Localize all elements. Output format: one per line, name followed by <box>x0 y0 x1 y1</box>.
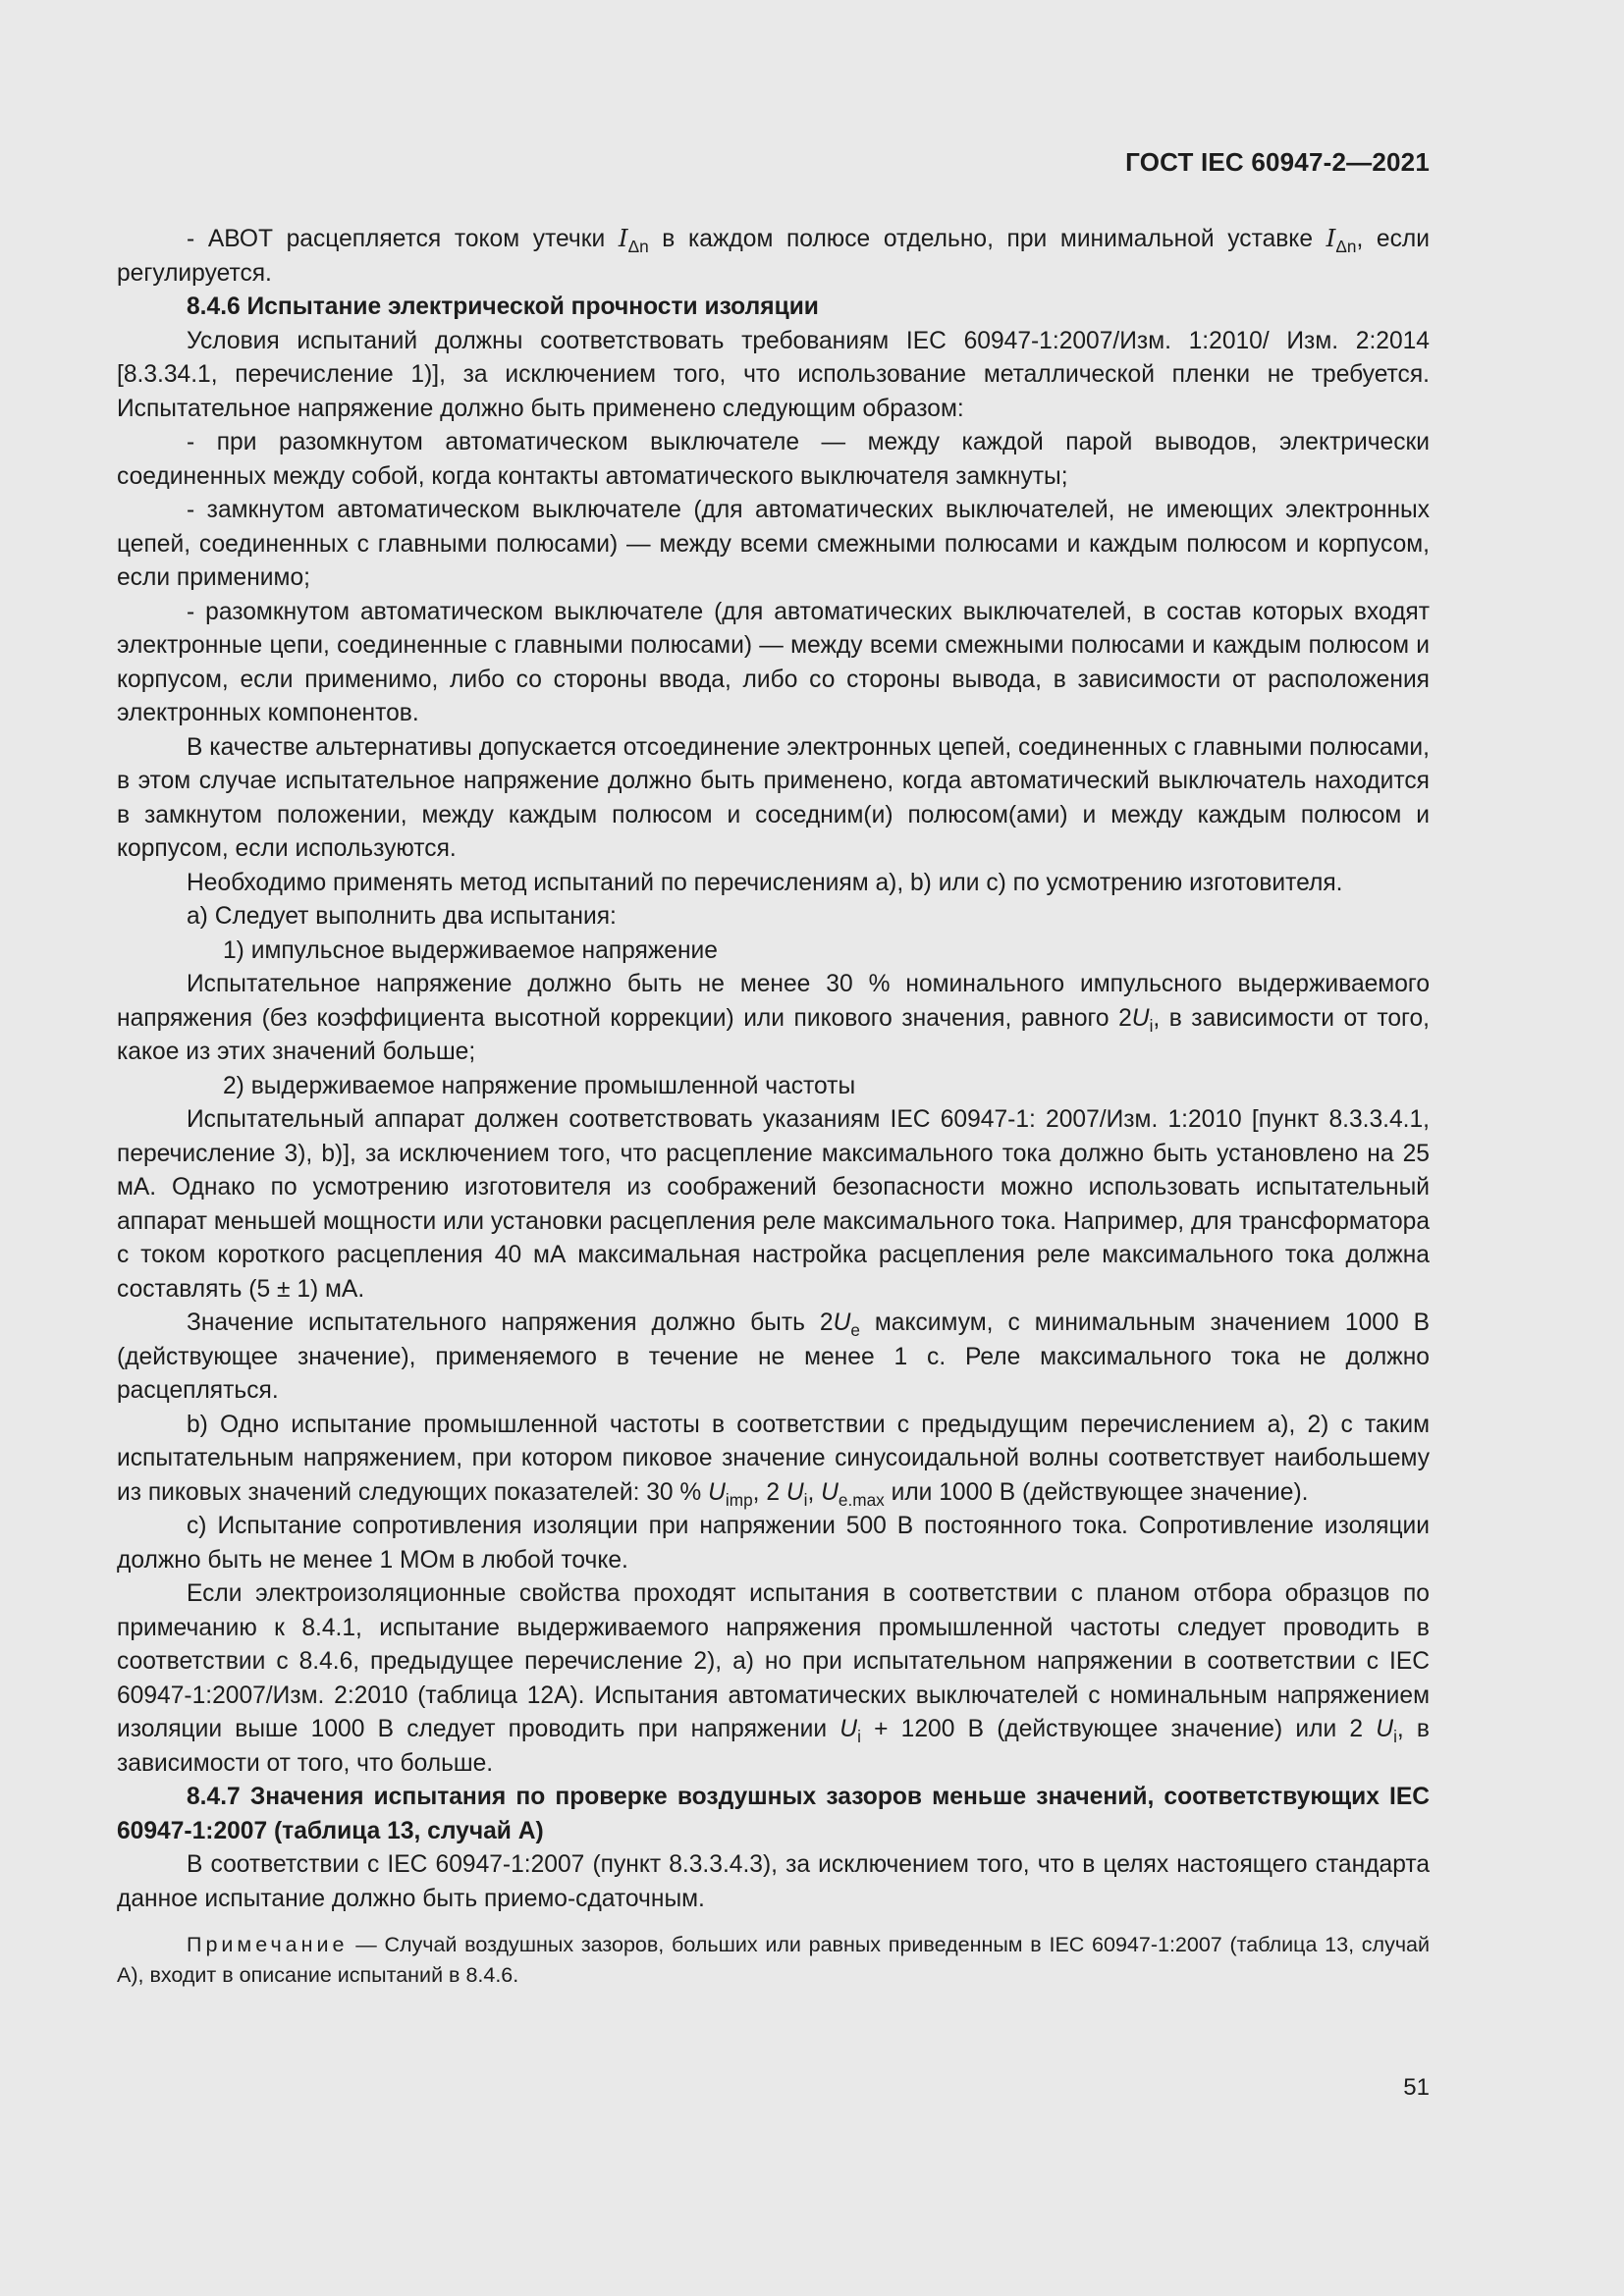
list-item: b) Одно испытание промышленной частоты в соответствии с предыдущим перечислением а), 2) с таким испытательным напряжением, при котором пиковое значение синусоидальной волны соответствует наибольшему из пиковых значений следующих показателей: 30 % $U_{imp}$, 2 $U_i$, $U_{e.max}$ или 1000 В (действующее значение). <box>117 1411 1430 1510</box>
paragraph: В качестве альтернативы допускается отсоединение электронных цепей, соединенных с главными полюсами, в этом случае испытательное напряжение должно быть применено, когда автоматический выключатель находится в замкнутом положении, между каждым полюсом и соседним(и) полюсом(ами) и между каждым полюсом и корпусом, если используются. <box>117 733 1430 862</box>
paragraph: Испытательный аппарат должен соответствовать указаниям IEC 60947-1: 2007/Изм. 1:2010 [пункт 8.3.3.4.1, перечисление 3), b)], за исключением того, что расцепление максимального тока должно быть установлено на 25 мА. Однако по усмотрению изготовителя из соображений безопасности можно использовать испытательный аппарат меньшей мощности или установки расцепления реле максимального тока. Например, для трансформатора с током короткого расцепления 40 мА максимальная настройка расцепления реле максимального тока должна составлять (5 ± 1) мА. <box>117 1106 1430 1303</box>
section-heading-8-4-7: 8.4.7 Значения испытания по проверке воздушных зазоров меньше значений, соответствующих IEC 60947-1:2007 (таблица 13, случай А) <box>117 1784 1430 1844</box>
note: Примечание — Случай воздушных зазоров, больших или равных приведенным в IEC 60947-1:2007 (таблица 13, случай А), входит в описание испытаний в 8.4.6. <box>117 1933 1430 1987</box>
list-item: - разомкнутом автоматическом выключателе (для автоматических выключателей, в состав которых входят электронные цепи, соединенные с главными полюсами) — между всеми смежными полюсами и каждым полюсом и корпусом, если применимо, либо со стороны ввода, либо со стороны вывода, в зависимости от расположения электронных компонентов. <box>117 598 1430 726</box>
paragraph: Условия испытаний должны соответствовать требованиям IEC 60947-1:2007/Изм. 1:2010/ Изм. 2:2014 [8.3.34.1, перечисление 1)], за исключением того, что использование металлической пленки не требуется. Испытательное напряжение должно быть применено следующим образом: <box>117 327 1430 422</box>
list-item: 2) выдерживаемое напряжение промышленной частоты <box>223 1072 856 1099</box>
document-header: ГОСТ IEC 60947-2—2021 <box>1125 147 1430 177</box>
list-item: 1) импульсное выдерживаемое напряжение <box>223 936 718 964</box>
section-heading-8-4-6: 8.4.6 Испытание электрической прочности изоляции <box>187 294 819 320</box>
list-item: - замкнутом автоматическом выключателе (для автоматических выключателей, не имеющих электронных цепей, соединенных с главными полюсами) — между всеми смежными полюсами и каждым полюсом и корпусом, если применимо; <box>117 497 1430 591</box>
list-item: с) Испытание сопротивления изоляции при напряжении 500 В постоянного тока. Сопротивление изоляции должно быть не менее 1 МОм в любой точке. <box>117 1513 1430 1574</box>
symbol-I: I <box>618 224 628 252</box>
list-item: а) Следует выполнить два испытания: <box>187 903 617 930</box>
document-body <box>117 222 1430 2012</box>
symbol-I: I <box>1326 224 1336 252</box>
paragraph: Если электроизоляционные свойства проходят испытания в соответствии с планом отбора образцов по примечанию к 8.4.1, испытание выдерживаемого напряжения промышленной частоты следует проводить в соответствии с 8.4.6, предыдущее перечисление 2), а) но при испытательном напряжении в соответствии с IEC 60947-1:2007/Изм. 2:2010 (таблица 12А). Испытания автоматических выключателей с номинальным напряжением изоляции выше 1000 В следует проводить при напряжении $U_i + 1200$ В (действующее значение) или 2 $U_i$, в зависимости от того, что больше. <box>117 1580 1430 1777</box>
paragraph: Необходимо применять метод испытаний по перечислениям а), b) или с) по усмотрению изготовителя. <box>187 869 1343 896</box>
paragraph: Испытательное напряжение должно быть не менее 30 % номинального импульсного выдерживаемого напряжения (без коэффициента высотной коррекции) или пикового значения, равного $2U_i$, в зависимости от того, какое из этих значений больше; <box>117 971 1430 1065</box>
list-item: - при разомкнутом автоматическом выключателе — между каждой парой выводов, электрически соединенных между собой, когда контакты автоматического выключателя замкнуты; <box>117 429 1430 490</box>
paragraph: Значение испытательного напряжения должно быть $2U_e$ максимум, с минимальным значением 1000 В (действующее значение), применяемого в течение не менее 1 с. Реле максимального тока не должно расцепляться. <box>117 1309 1430 1404</box>
note-label: Примечание <box>187 1933 349 1956</box>
page-number: 51 <box>1403 2074 1430 2101</box>
paragraph-avot: - АВОТ расцепляется током утечки $I_{\Delta n}$ в каждом полюсе отдельно, при минимальной уставке $I_{\Delta n}$, если регулируется. <box>117 224 1431 287</box>
paragraph: В соответствии с IEC 60947-1:2007 (пункт 8.3.3.4.3), за исключением того, что в целях настоящего стандарта данное испытание должно быть приемо-сдаточным. <box>117 1851 1430 1912</box>
